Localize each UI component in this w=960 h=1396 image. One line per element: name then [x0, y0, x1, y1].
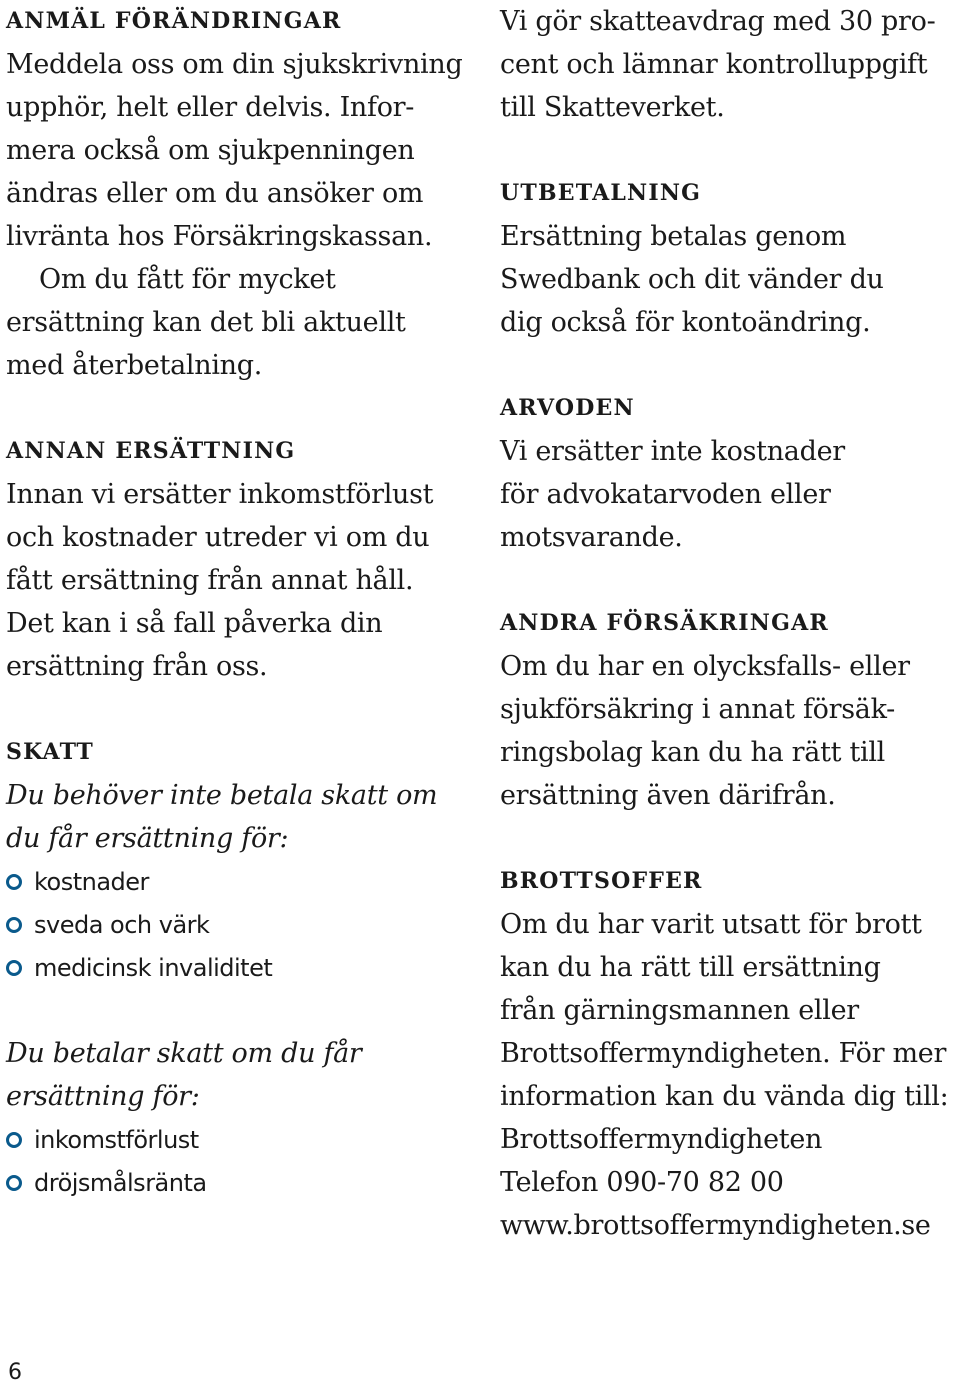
body-line: till Skatteverket. — [500, 92, 725, 123]
body-line: Om du har en olycksfalls- eller — [500, 651, 910, 682]
list-item — [6, 1161, 476, 1204]
section-skatt — [6, 731, 476, 1204]
body-line: med återbetalning. — [6, 350, 263, 381]
body-line: och kostnader utreder vi om du — [6, 522, 430, 553]
section-anmal-forandringar — [6, 0, 476, 387]
body-line: motsvarande. — [500, 522, 683, 553]
ring-bullet-icon — [6, 960, 22, 976]
body-line: Brottsoffermyndigheten. För mer — [500, 1038, 947, 1069]
left-column — [6, 0, 476, 1204]
body-line: Innan vi ersätter inkomstförlust — [6, 479, 434, 510]
spacer — [6, 989, 476, 1032]
section-heading: ANMÄL FÖRÄNDRINGAR — [6, 8, 342, 34]
section-heading: BROTTSOFFER — [500, 868, 703, 894]
page-number: 6 — [8, 1360, 22, 1385]
body-line: fått ersättning från annat håll. — [6, 565, 414, 596]
body-line: ersättning kan det bli aktuellt — [6, 307, 406, 338]
body-line: Meddela oss om din sjukskrivning — [6, 49, 463, 80]
ring-bullet-icon — [6, 874, 22, 890]
body-line: Vi ersätter inte kostnader — [500, 436, 845, 467]
section-andra-forsakringar — [500, 602, 960, 817]
body-line: från gärningsmannen eller — [500, 995, 859, 1026]
body-line: ersättning även därifrån. — [500, 780, 836, 811]
right-column — [500, 0, 960, 1247]
body-line: kan du ha rätt till ersättning — [500, 952, 881, 983]
body-line: Om du fått för mycket — [39, 264, 336, 295]
section-heading: UTBETALNING — [500, 180, 702, 206]
list-item-text: dröjsmålsränta — [34, 1168, 207, 1197]
spacer — [6, 387, 476, 430]
ring-bullet-icon — [6, 1132, 22, 1148]
section-utbetalning — [500, 172, 960, 344]
list-item-text: medicinsk invaliditet — [34, 953, 273, 982]
website-url[interactable]: www.brottsoffermyndigheten.se — [500, 1210, 931, 1241]
spacer — [500, 344, 960, 387]
section-brottsoffer — [500, 860, 960, 1247]
spacer — [500, 559, 960, 602]
spacer — [6, 688, 476, 731]
section-skatt-continued — [500, 0, 960, 129]
section-annan-ersattning — [6, 430, 476, 688]
list-item — [6, 903, 476, 946]
section-heading: ANNAN ERSÄTTNING — [6, 438, 296, 464]
spacer — [500, 817, 960, 860]
body-line: upphör, helt eller delvis. Infor- — [6, 92, 415, 123]
body-line: Brottsoffermyndigheten — [500, 1124, 823, 1155]
body-line: ringsbolag kan du ha rätt till — [500, 737, 886, 768]
italic-intro-line: Du behöver inte betala skatt om — [6, 780, 438, 811]
body-line: för advokatarvoden eller — [500, 479, 831, 510]
body-line: dig också för kontoändring. — [500, 307, 871, 338]
list-item-text: kostnader — [34, 867, 149, 896]
body-line: Ersättning betalas genom — [500, 221, 847, 252]
body-line: Det kan i så fall påverka din — [6, 608, 383, 639]
section-heading: SKATT — [6, 739, 94, 765]
italic-intro-line: ersättning för: — [6, 1081, 200, 1112]
ring-bullet-icon — [6, 917, 22, 933]
body-line: Swedbank och dit vänder du — [500, 264, 884, 295]
list-item-text: inkomstförlust — [34, 1125, 199, 1154]
section-heading: ANDRA FÖRSÄKRINGAR — [500, 610, 829, 636]
list-item — [6, 1118, 476, 1161]
list-item — [6, 860, 476, 903]
ring-bullet-icon — [6, 1175, 22, 1191]
body-line: livränta hos Försäkringskassan. — [6, 221, 433, 252]
list-item — [6, 946, 476, 989]
body-line: ändras eller om du ansöker om — [6, 178, 424, 209]
section-arvoden — [500, 387, 960, 559]
body-line: sjukförsäkring i annat försäk- — [500, 694, 895, 725]
body-line: information kan du vända dig till: — [500, 1081, 949, 1112]
italic-intro-line: du får ersättning för: — [6, 823, 289, 854]
body-line: ersättning från oss. — [6, 651, 268, 682]
list-item-text: sveda och värk — [34, 910, 210, 939]
body-line: mera också om sjukpenningen — [6, 135, 415, 166]
spacer — [500, 129, 960, 172]
italic-intro-line: Du betalar skatt om du får — [6, 1038, 362, 1069]
section-heading: ARVODEN — [500, 395, 635, 421]
body-line: cent och lämnar kontrolluppgift — [500, 49, 928, 80]
body-line: Om du har varit utsatt för brott — [500, 909, 922, 940]
body-line: Vi gör skatteavdrag med 30 pro- — [500, 6, 936, 37]
phone-number: Telefon 090-70 82 00 — [500, 1167, 784, 1198]
